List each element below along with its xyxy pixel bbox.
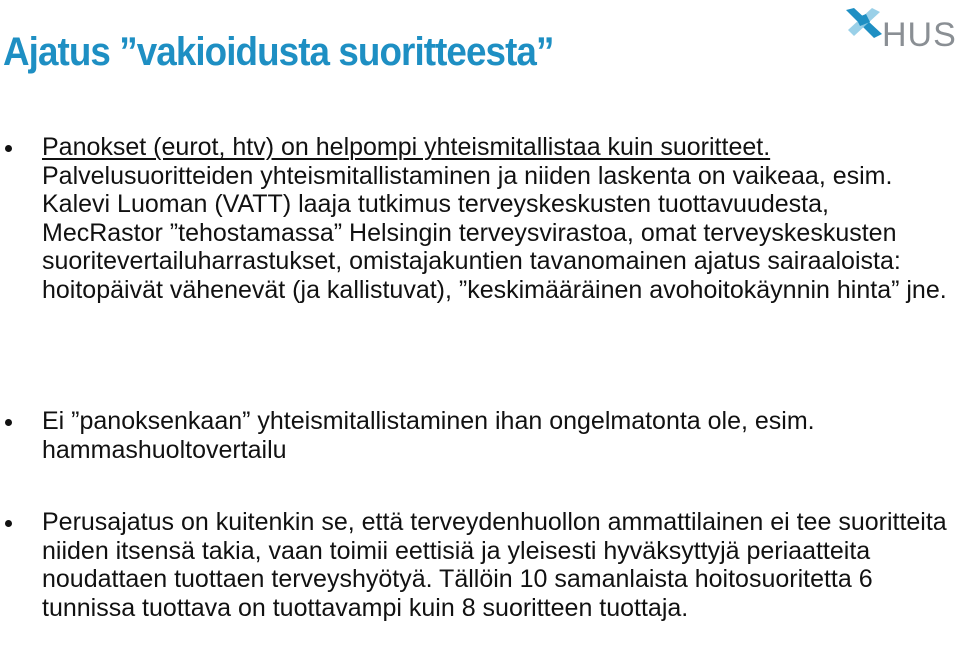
bullet-dot-icon [5,145,12,152]
bullet-item [42,508,947,622]
bullet-text: Perusajatus on kuitenkin se, että terveydenhuollon ammattilainen ei tee suoritteita niiden itsensä takia, vaan toimii eettisiä ja yleisesti hyväksyttyjä periaatteita noudattaen tuottaen terveyshyötyä. Tällöin 10 samanlaista hoitosuoritetta 6 tunnissa tuottava on tuottavampi kuin 8 suoritteen tuottaja. [42,508,947,622]
bullet-text: Palvelusuoritteiden yhteismitallistaminen ja niiden laskenta on vaikeaa, esim. Kalevi Luoman (VATT) laaja tutkimus terveyskeskusten tuottavuudesta, MecRastor ”tehostamassa” Helsingin terveysvirastoa, omat terveyskeskusten suoritevertailuharrastukset, omistajakuntien tavanomainen ajatus sairaaloista: hoitopäivät vähenevät (ja kallistuvat), ”keskimääräinen avohoitokäynnin hinta” jne. [42,161,947,304]
hus-logo [842,4,960,56]
slide-title: Ajatus ”vakioidusta suoritteesta” [3,30,554,74]
bullet-underlined-text: Panokset (eurot, htv) on helpompi yhteismitallistaa kuin suoritteet. [42,133,771,161]
bullet-dot-icon [5,520,12,527]
hus-cross-icon [842,4,886,44]
logo-text: HUS [882,16,957,54]
bullet-dot-icon [5,419,12,426]
bullet-item [42,133,947,305]
bullet-item [42,407,947,464]
bullet-text: Ei ”panoksenkaan” yhteismitallistaminen ihan ongelmatonta ole, esim. hammashuoltovertailu [42,407,815,464]
